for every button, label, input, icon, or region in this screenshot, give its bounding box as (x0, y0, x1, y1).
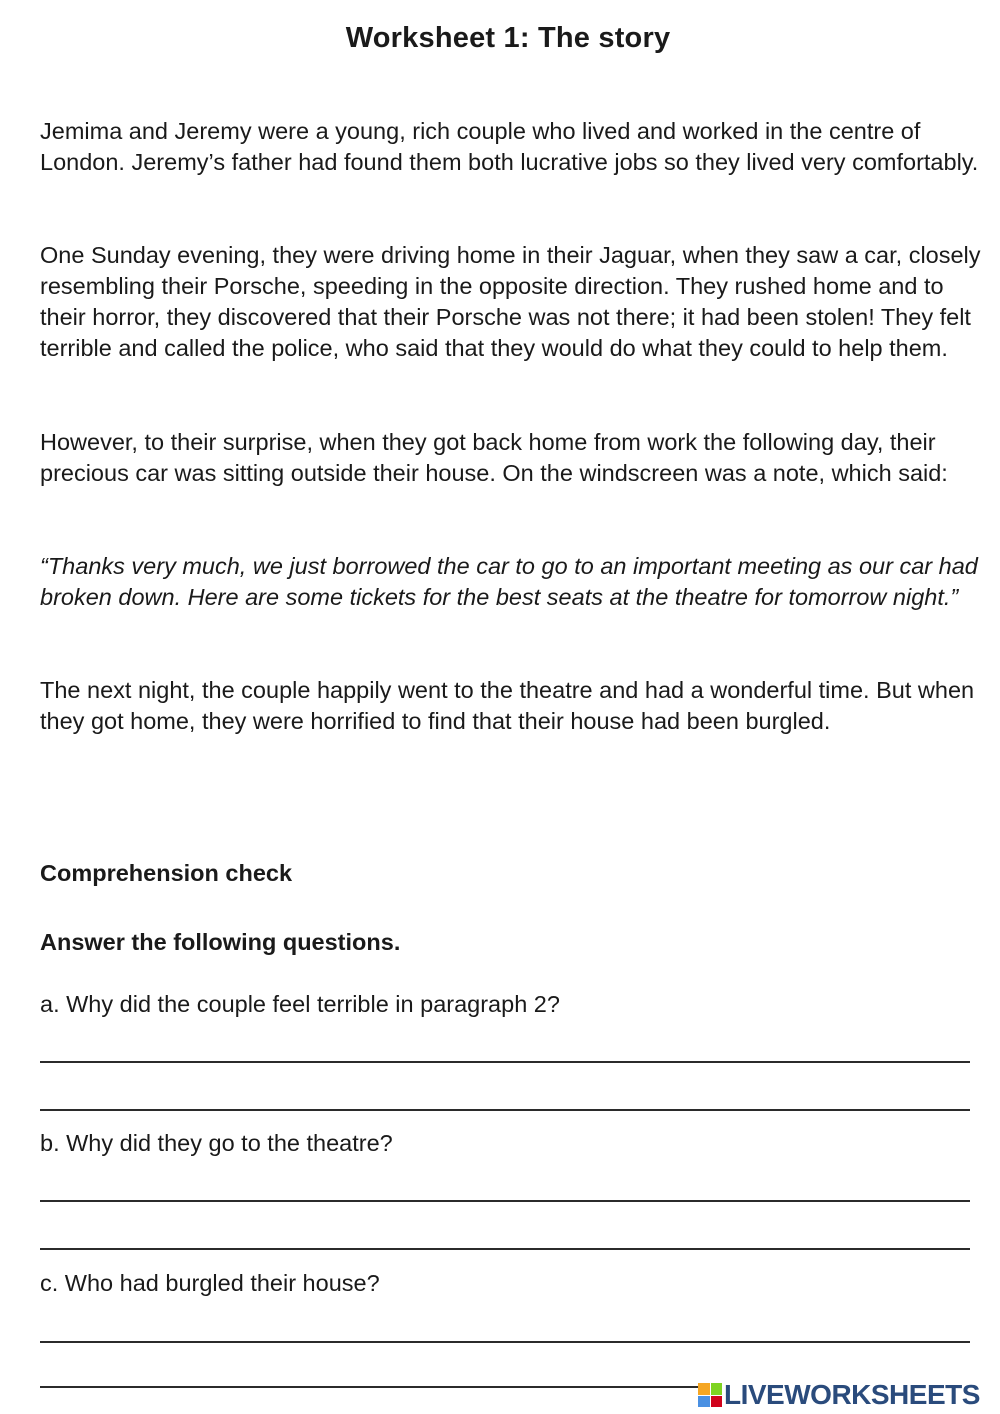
logo-wordmark: LIVEWORKSHEETS (724, 1379, 980, 1410)
comprehension-heading: Comprehension check (40, 860, 293, 886)
answer-line-c2[interactable] (40, 1386, 700, 1388)
liveworksheets-logo (698, 1380, 980, 1410)
logo-square-4 (711, 1396, 723, 1408)
story-paragraph-3: However, to their surprise, when they got back home from work the following day, their precious car was sitting outside their house. On the windscreen was a note, which said: (40, 429, 948, 486)
story-paragraph-2: One Sunday evening, they were driving home in their Jaguar, when they saw a car, closely resembling their Porsche, speeding in the opposite direction. They rushed home and to their horror, they discovered that their Porsche was not there; it had been stolen! They felt terrible and called the police, who said that they would do what they could to help them. (40, 242, 981, 361)
answer-line-c1[interactable] (40, 1341, 970, 1343)
story-paragraph-1: Jemima and Jeremy were a young, rich couple who lived and worked in the centre of London. Jeremy’s father had found them both lucrative jobs so they lived very comfortably. (40, 118, 979, 175)
question-c: c. Who had burgled their house? (40, 1270, 380, 1296)
answer-line-b1[interactable] (40, 1200, 970, 1202)
story-note-quote: “Thanks very much, we just borrowed the car to go to an important meeting as our car had broken down. Here are some tickets for the best seats at the theatre for tomorrow night.” (40, 553, 978, 610)
question-b: b. Why did they go to the theatre? (40, 1130, 393, 1156)
answer-line-a2[interactable] (40, 1109, 970, 1111)
answer-line-b2[interactable] (40, 1248, 970, 1250)
logo-square-3 (698, 1396, 710, 1408)
worksheet-title: Worksheet 1: The story (345, 22, 671, 54)
question-a: a. Why did the couple feel terrible in paragraph 2? (40, 991, 560, 1017)
logo-mark-icon (698, 1383, 722, 1407)
logo-square-2 (711, 1383, 723, 1395)
logo-square-1 (698, 1383, 710, 1395)
answer-line-a1[interactable] (40, 1061, 970, 1063)
story-paragraph-5: The next night, the couple happily went to the theatre and had a wonderful time. But when they got home, they were horrified to find that their house had been burgled. (40, 677, 975, 734)
instructions-heading: Answer the following questions. (40, 929, 401, 955)
